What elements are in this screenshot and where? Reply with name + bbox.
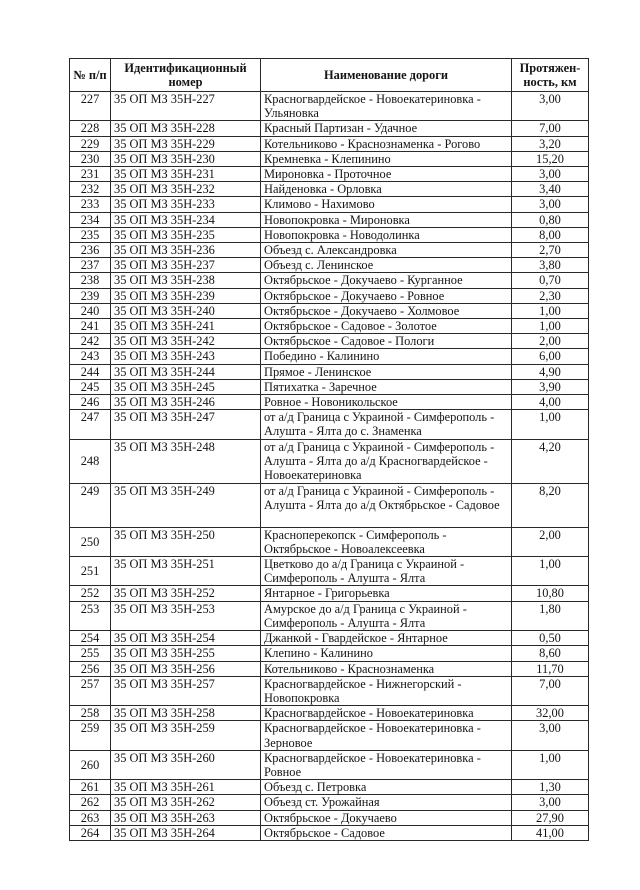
row-identifier: 35 ОП МЗ 35Н-263 [111, 810, 261, 825]
row-road-name: Объезд с. Александровка [261, 243, 512, 258]
table-row [70, 167, 589, 182]
row-number: 250 [70, 527, 111, 556]
row-length: 4,20 [512, 439, 589, 483]
row-road-name: Янтарное - Григорьевка [261, 586, 512, 601]
row-length: 15,20 [512, 151, 589, 166]
table-row [70, 227, 589, 242]
row-identifier: 35 ОП МЗ 35Н-260 [111, 750, 261, 779]
row-number: 255 [70, 646, 111, 661]
table-row [70, 258, 589, 273]
table-row [70, 197, 589, 212]
row-number: 227 [70, 92, 111, 121]
row-identifier: 35 ОП МЗ 35Н-245 [111, 379, 261, 394]
row-identifier: 35 ОП МЗ 35Н-231 [111, 167, 261, 182]
row-road-name: Красногвардейское - Новоекатериновка - Ровное [261, 750, 512, 779]
row-road-name: Октябрьское - Докучаево - Курганное [261, 273, 512, 288]
row-identifier: 35 ОП МЗ 35Н-253 [111, 601, 261, 630]
row-length: 1,00 [512, 303, 589, 318]
row-road-name: Октябрьское - Садовое - Золотое [261, 319, 512, 334]
row-identifier: 35 ОП МЗ 35Н-243 [111, 349, 261, 364]
table-row [70, 483, 589, 527]
row-length: 4,00 [512, 395, 589, 410]
row-number: 245 [70, 379, 111, 394]
row-number: 236 [70, 243, 111, 258]
row-road-name: от а/д Граница с Украиной - Симферополь - Алушта - Ялта до а/д Красногвардейское - Новоекатериновка [261, 439, 512, 483]
row-identifier: 35 ОП МЗ 35Н-252 [111, 586, 261, 601]
row-length: 1,30 [512, 780, 589, 795]
row-length: 27,90 [512, 810, 589, 825]
row-length: 2,30 [512, 288, 589, 303]
row-road-name: Октябрьское - Докучаево [261, 810, 512, 825]
row-length: 41,00 [512, 825, 589, 840]
row-identifier: 35 ОП МЗ 35Н-239 [111, 288, 261, 303]
row-number: 239 [70, 288, 111, 303]
row-length: 0,50 [512, 631, 589, 646]
row-road-name: Новопокровка - Мироновка [261, 212, 512, 227]
table-row [70, 212, 589, 227]
row-number: 256 [70, 661, 111, 676]
row-identifier: 35 ОП МЗ 35Н-237 [111, 258, 261, 273]
table-row [70, 676, 589, 705]
row-number: 252 [70, 586, 111, 601]
row-length: 1,00 [512, 410, 589, 439]
table-row [70, 439, 589, 483]
row-road-name: Красногвардейское - Нижнегорский - Новопокровка [261, 676, 512, 705]
row-road-name: Мироновка - Проточное [261, 167, 512, 182]
row-length: 0,80 [512, 212, 589, 227]
row-road-name: Клепино - Калинино [261, 646, 512, 661]
row-number: 259 [70, 721, 111, 750]
row-road-name: Октябрьское - Докучаево - Холмовое [261, 303, 512, 318]
table-row [70, 825, 589, 840]
table-row [70, 601, 589, 630]
header-road-name: Наименование дороги [261, 59, 512, 92]
row-road-name: Красногвардейское - Новоекатериновка [261, 706, 512, 721]
row-road-name: Цветково до а/д Граница с Украиной - Симферополь - Алушта - Ялта [261, 557, 512, 586]
row-number: 264 [70, 825, 111, 840]
row-road-name: Октябрьское - Докучаево - Ровное [261, 288, 512, 303]
row-length: 8,60 [512, 646, 589, 661]
row-road-name: Прямое - Ленинское [261, 364, 512, 379]
row-identifier: 35 ОП МЗ 35Н-246 [111, 395, 261, 410]
row-number: 229 [70, 136, 111, 151]
row-road-name: Найденовка - Орловка [261, 182, 512, 197]
row-identifier: 35 ОП МЗ 35Н-232 [111, 182, 261, 197]
row-number: 234 [70, 212, 111, 227]
row-number: 260 [70, 750, 111, 779]
row-number: 230 [70, 151, 111, 166]
row-length: 4,90 [512, 364, 589, 379]
row-identifier: 35 ОП МЗ 35Н-258 [111, 706, 261, 721]
table-row [70, 646, 589, 661]
row-road-name: Амурское до а/д Граница с Украиной - Симферополь - Алушта - Ялта [261, 601, 512, 630]
row-length: 3,00 [512, 795, 589, 810]
row-length: 3,00 [512, 197, 589, 212]
row-road-name: Пятихатка - Заречное [261, 379, 512, 394]
row-road-name: Ровное - Новоникольское [261, 395, 512, 410]
table-row [70, 661, 589, 676]
row-road-name: от а/д Граница с Украиной - Симферополь - Алушта - Ялта до а/д Октябрьское - Садовое [261, 483, 512, 527]
row-number: 253 [70, 601, 111, 630]
row-number: 263 [70, 810, 111, 825]
table-row [70, 273, 589, 288]
row-length: 3,90 [512, 379, 589, 394]
table-body [70, 92, 589, 841]
row-number: 251 [70, 557, 111, 586]
table-row [70, 303, 589, 318]
row-road-name: Красногвардейское - Новоекатериновка - Ульяновка [261, 92, 512, 121]
table-row [70, 631, 589, 646]
table-row [70, 410, 589, 439]
row-road-name: Кремневка - Клепинино [261, 151, 512, 166]
row-length: 7,00 [512, 121, 589, 136]
row-identifier: 35 ОП МЗ 35Н-254 [111, 631, 261, 646]
row-identifier: 35 ОП МЗ 35Н-256 [111, 661, 261, 676]
row-identifier: 35 ОП МЗ 35Н-262 [111, 795, 261, 810]
table-row [70, 586, 589, 601]
header-number: № п/п [70, 59, 111, 92]
row-identifier: 35 ОП МЗ 35Н-234 [111, 212, 261, 227]
row-length: 1,80 [512, 601, 589, 630]
row-identifier: 35 ОП МЗ 35Н-236 [111, 243, 261, 258]
row-length: 1,00 [512, 319, 589, 334]
row-road-name: Красногвардейское - Новоекатериновка - Зерновое [261, 721, 512, 750]
row-road-name: Победино - Калинино [261, 349, 512, 364]
row-number: 243 [70, 349, 111, 364]
row-road-name: Объезд ст. Урожайная [261, 795, 512, 810]
row-identifier: 35 ОП МЗ 35Н-229 [111, 136, 261, 151]
row-road-name: Джанкой - Гвардейское - Янтарное [261, 631, 512, 646]
table-row [70, 334, 589, 349]
row-number: 258 [70, 706, 111, 721]
row-length: 6,00 [512, 349, 589, 364]
row-number: 235 [70, 227, 111, 242]
row-number: 241 [70, 319, 111, 334]
table-row [70, 121, 589, 136]
row-number: 228 [70, 121, 111, 136]
table-row [70, 151, 589, 166]
row-length: 3,20 [512, 136, 589, 151]
row-identifier: 35 ОП МЗ 35Н-233 [111, 197, 261, 212]
roads-table [69, 58, 589, 841]
table-row [70, 288, 589, 303]
row-number: 247 [70, 410, 111, 439]
row-identifier: 35 ОП МЗ 35Н-244 [111, 364, 261, 379]
row-length: 3,80 [512, 258, 589, 273]
header-length: Протяжен-ность, км [512, 59, 589, 92]
row-identifier: 35 ОП МЗ 35Н-248 [111, 439, 261, 483]
row-number: 233 [70, 197, 111, 212]
row-identifier: 35 ОП МЗ 35Н-235 [111, 227, 261, 242]
row-road-name: Красный Партизан - Удачное [261, 121, 512, 136]
row-road-name: Котельниково - Краснознаменка - Рогово [261, 136, 512, 151]
row-number: 254 [70, 631, 111, 646]
table-row [70, 527, 589, 556]
table-row [70, 319, 589, 334]
table-row [70, 136, 589, 151]
row-length: 2,70 [512, 243, 589, 258]
row-length: 32,00 [512, 706, 589, 721]
row-identifier: 35 ОП МЗ 35Н-264 [111, 825, 261, 840]
row-identifier: 35 ОП МЗ 35Н-257 [111, 676, 261, 705]
row-length: 1,00 [512, 750, 589, 779]
row-road-name: Октябрьское - Садовое - Пологи [261, 334, 512, 349]
row-identifier: 35 ОП МЗ 35Н-259 [111, 721, 261, 750]
row-length: 8,20 [512, 483, 589, 527]
row-number: 244 [70, 364, 111, 379]
row-identifier: 35 ОП МЗ 35Н-227 [111, 92, 261, 121]
row-length: 3,00 [512, 92, 589, 121]
row-length: 7,00 [512, 676, 589, 705]
row-length: 8,00 [512, 227, 589, 242]
row-identifier: 35 ОП МЗ 35Н-250 [111, 527, 261, 556]
row-road-name: Октябрьское - Садовое [261, 825, 512, 840]
row-number: 249 [70, 483, 111, 527]
row-length: 3,40 [512, 182, 589, 197]
row-road-name: Котельниково - Краснознаменка [261, 661, 512, 676]
table-row [70, 395, 589, 410]
table-row [70, 349, 589, 364]
row-number: 232 [70, 182, 111, 197]
row-length: 2,00 [512, 334, 589, 349]
row-identifier: 35 ОП МЗ 35Н-228 [111, 121, 261, 136]
table-row [70, 750, 589, 779]
row-identifier: 35 ОП МЗ 35Н-249 [111, 483, 261, 527]
row-number: 257 [70, 676, 111, 705]
table-row [70, 243, 589, 258]
table-row [70, 795, 589, 810]
row-length: 3,00 [512, 167, 589, 182]
table-row [70, 810, 589, 825]
row-length: 11,70 [512, 661, 589, 676]
row-identifier: 35 ОП МЗ 35Н-230 [111, 151, 261, 166]
row-length: 2,00 [512, 527, 589, 556]
header-identifier: Идентификационный номер [111, 59, 261, 92]
row-identifier: 35 ОП МЗ 35Н-251 [111, 557, 261, 586]
row-number: 261 [70, 780, 111, 795]
row-identifier: 35 ОП МЗ 35Н-261 [111, 780, 261, 795]
row-identifier: 35 ОП МЗ 35Н-241 [111, 319, 261, 334]
row-length: 3,00 [512, 721, 589, 750]
row-identifier: 35 ОП МЗ 35Н-255 [111, 646, 261, 661]
row-number: 237 [70, 258, 111, 273]
row-number: 242 [70, 334, 111, 349]
row-identifier: 35 ОП МЗ 35Н-238 [111, 273, 261, 288]
row-number: 246 [70, 395, 111, 410]
table-row [70, 706, 589, 721]
table-row [70, 721, 589, 750]
row-road-name: Объезд с. Петровка [261, 780, 512, 795]
row-road-name: Климово - Нахимово [261, 197, 512, 212]
row-length: 0,70 [512, 273, 589, 288]
table-row [70, 364, 589, 379]
table-row [70, 780, 589, 795]
row-identifier: 35 ОП МЗ 35Н-247 [111, 410, 261, 439]
table-row [70, 92, 589, 121]
row-identifier: 35 ОП МЗ 35Н-240 [111, 303, 261, 318]
row-identifier: 35 ОП МЗ 35Н-242 [111, 334, 261, 349]
row-road-name: Объезд с. Ленинское [261, 258, 512, 273]
table-row [70, 379, 589, 394]
row-road-name: Новопокровка - Новодолинка [261, 227, 512, 242]
row-number: 262 [70, 795, 111, 810]
table-row [70, 557, 589, 586]
row-number: 238 [70, 273, 111, 288]
row-number: 231 [70, 167, 111, 182]
row-length: 10,80 [512, 586, 589, 601]
row-number: 248 [70, 439, 111, 483]
row-length: 1,00 [512, 557, 589, 586]
table-header-row [70, 59, 589, 92]
row-road-name: от а/д Граница с Украиной - Симферополь - Алушта - Ялта до с. Знаменка [261, 410, 512, 439]
row-number: 240 [70, 303, 111, 318]
table-row [70, 182, 589, 197]
row-road-name: Красноперекопск - Симферополь - Октябрьское - Новоалексеевка [261, 527, 512, 556]
